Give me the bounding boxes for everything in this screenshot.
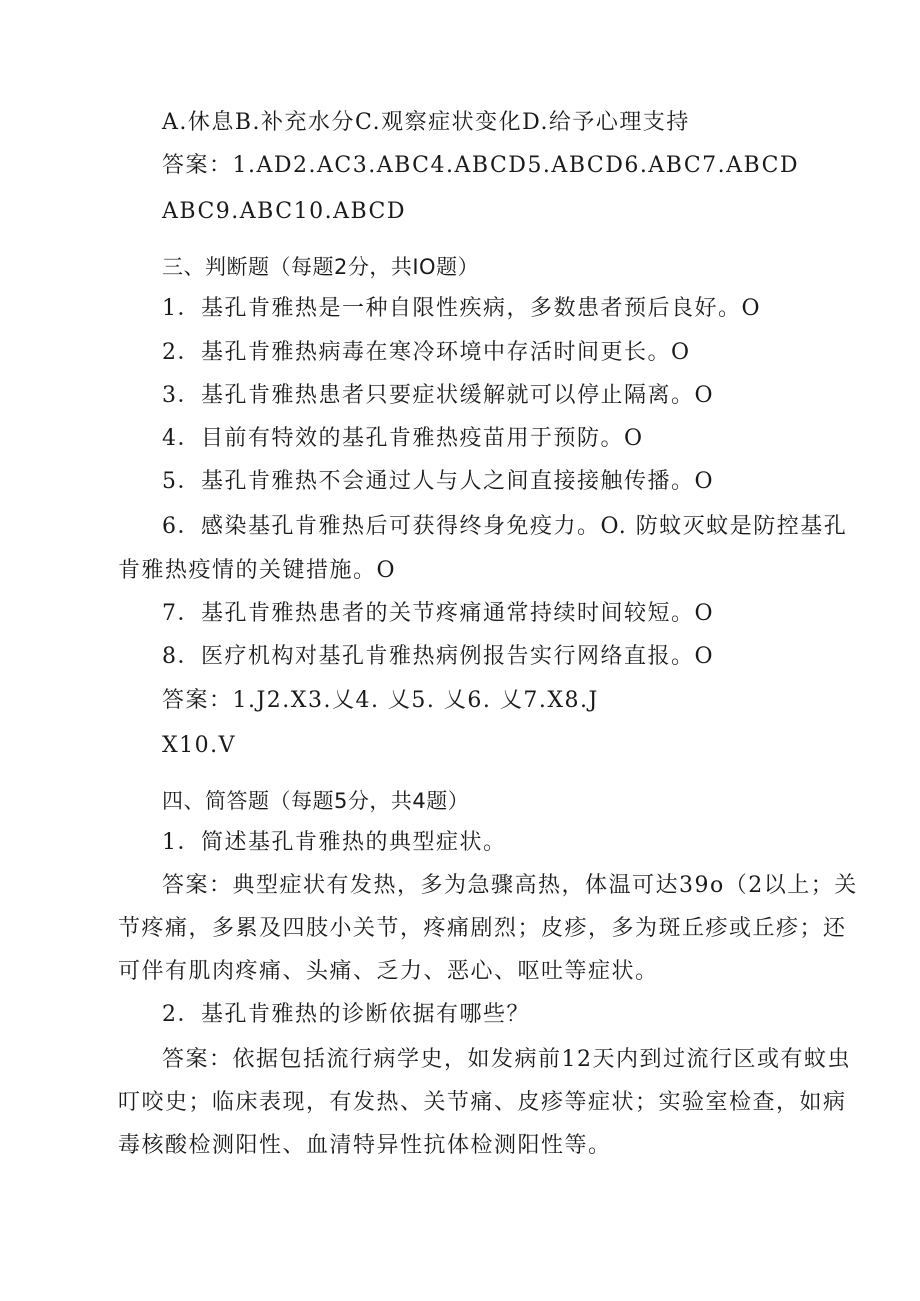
answer-paragraph-line: 节疼痛，多累及四肢小关节，疼痛剧烈；皮疹，多为斑丘疹或丘疹；还 xyxy=(118,916,847,941)
answer-line-continued: X10.V xyxy=(162,733,237,758)
question-item-continued: 肯雅热疫情的关键措施。O xyxy=(118,558,397,583)
question-item: 7．基孔肯雅热患者的关节疼痛通常持续时间较短。O xyxy=(162,601,715,626)
options-line: A.休息B.补充水分C.观察症状变化D.给予心理支持 xyxy=(162,110,690,135)
question-item: 5．基孔肯雅热不会通过人与人之间直接接触传播。O xyxy=(162,469,715,494)
answer-paragraph-line: 答案：依据包括流行病学史，如发病前12天内到过流行区或有蚊虫 xyxy=(162,1047,851,1072)
section-heading-short-answer: 四、简答题（每题5分，共4题） xyxy=(162,789,470,813)
answer-paragraph-line: 叮咬史；临床表现，有发热、关节痛、皮疹等症状；实验室检查，如病 xyxy=(118,1090,847,1115)
question-item: 8．医疗机构对基孔肯雅热病例报告实行网络直报。O xyxy=(162,644,715,669)
answer-paragraph-line: 答案：典型症状有发热，多为急骤高热，体温可达39o（2以上；关 xyxy=(162,873,858,898)
answer-paragraph-line: 可伴有肌肉疼痛、头痛、乏力、恶心、呕吐等症状。 xyxy=(118,959,659,984)
question-item: 1．基孔肯雅热是一种自限性疾病，多数患者预后良好。O xyxy=(162,296,762,321)
answer-line-continued: ABC9.ABC10.ABCD xyxy=(162,199,407,224)
question-item: 2．基孔肯雅热的诊断依据有哪些？ xyxy=(162,1002,530,1027)
answer-line: 答案：1.J2.X3.乂4. 乂5. 乂6. 乂7.X8.J xyxy=(162,688,599,713)
question-item: 6．感染基孔肯雅热后可获得终身免疫力。O. 防蚊灭蚊是防控基孔 xyxy=(162,514,848,539)
section-heading-true-false: 三、判断题（每题2分，共IO题） xyxy=(162,255,480,279)
answer-line: 答案：1.AD2.AC3.ABC4.ABCD5.ABCD6.ABC7.ABCD xyxy=(162,153,800,178)
question-item: 2．基孔肯雅热病毒在寒冷环境中存活时间更长。O xyxy=(162,340,691,365)
question-item: 4．目前有特效的基孔肯雅热疫苗用于预防。O xyxy=(162,426,644,451)
question-item: 3．基孔肯雅热患者只要症状缓解就可以停止隔离。O xyxy=(162,383,715,408)
answer-paragraph-line: 毒核酸检测阳性、血清特异性抗体检测阳性等。 xyxy=(118,1133,612,1158)
question-item: 1．简述基孔肯雅热的典型症状。 xyxy=(162,830,507,855)
